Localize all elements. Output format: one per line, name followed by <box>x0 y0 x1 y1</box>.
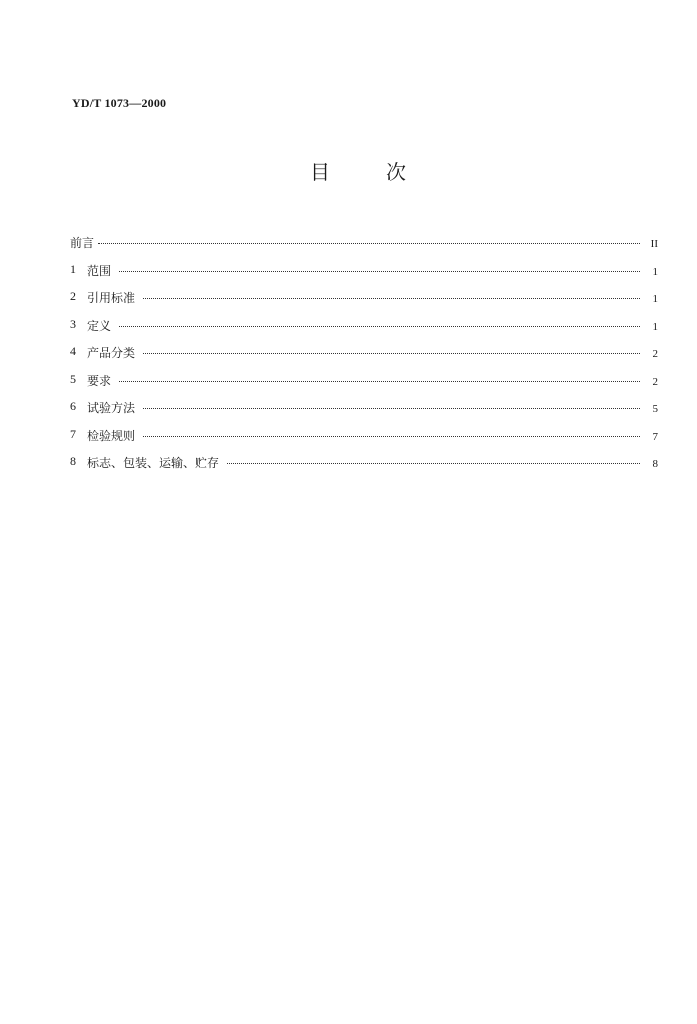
toc-entry-8 <box>70 454 658 482</box>
toc-leader-dots <box>143 344 640 354</box>
toc-entry-page: 2 <box>652 348 658 360</box>
toc-entry-page: 5 <box>652 403 658 415</box>
toc-entry-label: 标志、包装、运输、贮存 <box>87 456 220 470</box>
toc-leader-dots <box>143 289 640 299</box>
toc-entry-number: 7 <box>70 426 76 441</box>
title-char-2: 次 <box>386 160 406 184</box>
toc-entry-7 <box>70 427 658 455</box>
toc-entry-page: 1 <box>652 320 658 333</box>
toc-leader-dots <box>119 372 640 382</box>
toc-entry-page: 8 <box>652 458 658 470</box>
toc-leader-dots <box>143 427 640 437</box>
toc-entry-4 <box>70 344 658 372</box>
toc-entry-1 <box>70 262 658 290</box>
toc-entry-number: 8 <box>70 454 76 468</box>
toc-entry-page: 7 <box>652 430 658 443</box>
table-of-contents <box>70 234 658 482</box>
toc-entry-label: 要求 <box>87 373 112 388</box>
toc-entry-number: 6 <box>70 399 76 413</box>
toc-entry-3 <box>70 317 658 345</box>
toc-leader-dots <box>119 262 640 272</box>
toc-entry-label: 引用标准 <box>87 291 136 305</box>
toc-entry-page: 1 <box>652 293 658 305</box>
toc-entry-number: 2 <box>70 289 76 303</box>
toc-entry-2 <box>70 289 658 317</box>
toc-entry-label: 检验规则 <box>87 428 136 443</box>
toc-entry-page: II <box>650 238 658 250</box>
page-title <box>310 156 406 185</box>
toc-leader-dots <box>227 454 640 464</box>
toc-entry-number: 5 <box>70 371 76 386</box>
toc-entry-label: 范围 <box>87 263 112 278</box>
toc-entry-page: 1 <box>652 265 658 278</box>
toc-entry-label: 定义 <box>87 318 112 333</box>
toc-entry-6 <box>70 399 658 427</box>
toc-leader-dots <box>119 317 640 327</box>
toc-leader-dots <box>143 399 640 409</box>
toc-leader-dots <box>98 234 640 244</box>
title-char-1: 目 <box>310 160 330 184</box>
toc-entry-number: 4 <box>70 344 76 358</box>
toc-entry-preface <box>70 234 658 262</box>
toc-entry-label: 产品分类 <box>87 346 136 360</box>
standard-code: YD/T 1073—2000 <box>72 96 167 110</box>
toc-entry-page: 2 <box>652 375 658 388</box>
toc-entry-number: 3 <box>70 316 76 331</box>
toc-entry-label: 试验方法 <box>87 401 136 415</box>
toc-entry-number: 1 <box>70 261 76 276</box>
toc-entry-5 <box>70 372 658 400</box>
toc-entry-label: 前言 <box>70 236 95 250</box>
